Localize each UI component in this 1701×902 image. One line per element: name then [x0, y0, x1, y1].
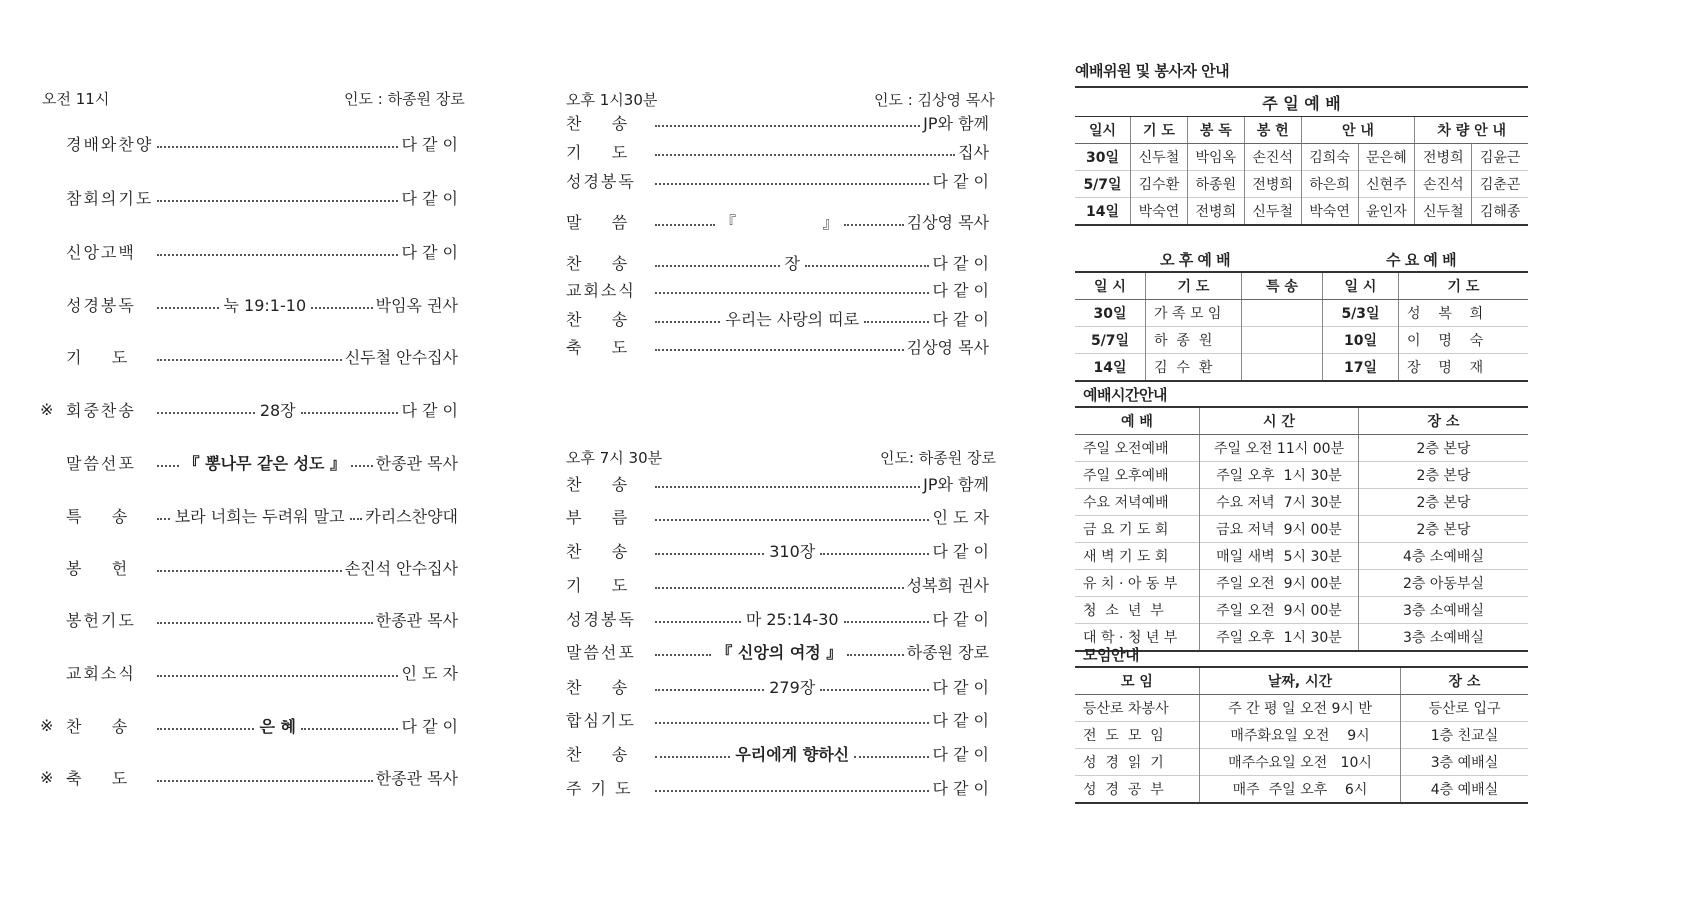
table-cell: 매일 새벽 5시 30분	[1200, 543, 1359, 570]
meetings-header-place: 장 소	[1401, 667, 1529, 695]
standing-mark: ※	[40, 400, 54, 419]
table-cell: 전병희	[1415, 144, 1472, 171]
leader-dots	[652, 122, 923, 124]
order-item-person: 다 같 이	[932, 542, 989, 561]
order-item	[566, 111, 989, 134]
table-cell: 주일 오후예배	[1075, 462, 1200, 489]
order-item-detail: 279장	[769, 678, 816, 697]
col-header-usher: 안 내	[1301, 117, 1415, 144]
evening-leader: 인도: 하종원 장로	[880, 449, 997, 467]
order-item-detail: 『 』	[720, 213, 839, 232]
order-item-label: 성경봉독	[566, 172, 636, 191]
schedule-header-service: 예 배	[1075, 407, 1200, 435]
table-cell: 주일 오전예배	[1075, 435, 1200, 462]
order-item-label: 기 도	[566, 143, 630, 162]
table-cell: 성 복 희	[1399, 300, 1529, 327]
leader-dots	[154, 356, 345, 358]
leader-dots	[652, 516, 932, 518]
schedule-title: 예배시간안내	[1083, 386, 1167, 404]
leader-dots	[154, 251, 401, 253]
order-item-detail: 보라 너희는 두려워 말고	[174, 507, 345, 526]
table-cell: 성 경 공 부	[1075, 776, 1200, 804]
table-cell: 박숙연	[1131, 198, 1188, 226]
order-item-label: 찬 송	[566, 542, 630, 561]
order-item-person: 다 같 이	[401, 189, 458, 208]
order-item	[566, 169, 989, 192]
pm-wed-servers-row	[1075, 354, 1528, 382]
order-item-label: 찬 송	[66, 717, 130, 736]
leader-dots	[652, 151, 958, 153]
order-item-label: 말씀선포	[66, 454, 136, 473]
table-cell	[1242, 327, 1323, 354]
order-item	[566, 251, 989, 274]
table-cell: 주일 오전 9시 00분	[1200, 597, 1359, 624]
schedule-row	[1075, 516, 1528, 543]
leader-dots	[154, 398, 401, 421]
afternoon-leader: 인도 : 김상영 목사	[874, 91, 995, 109]
order-item-person: 다 같 이	[932, 310, 989, 329]
order-item	[566, 307, 989, 330]
meetings-table	[1075, 666, 1528, 804]
table-cell: 3층 예배실	[1401, 749, 1529, 776]
table-cell: 청 소 년 부	[1075, 597, 1200, 624]
order-item-person: 김상영 목사	[906, 213, 989, 232]
order-item-label: 봉 헌	[66, 559, 130, 578]
order-item-label: 축 도	[66, 769, 130, 788]
order-item-label: 교회소식	[566, 281, 636, 300]
morning-leader: 인도 : 하종원 장로	[344, 90, 465, 108]
leader-dots	[154, 197, 401, 199]
order-item-detail: 우리에게 향하신	[735, 745, 850, 764]
leader-dots	[652, 483, 923, 485]
order-item-label: 합심기도	[566, 711, 636, 730]
table-cell: 수요 저녁 7시 30분	[1200, 489, 1359, 516]
schedule-row	[1075, 462, 1528, 489]
table-cell: 주일 오후 1시 30분	[1200, 462, 1359, 489]
order-item	[566, 708, 989, 731]
table-cell: 신두철	[1415, 198, 1472, 226]
order-item-person: JP와 함께	[923, 475, 989, 494]
order-item-label: 교회소식	[66, 664, 136, 683]
sunday-servers-row	[1075, 144, 1528, 171]
table-cell: 주일 오전 11시 00분	[1200, 435, 1359, 462]
table-cell: 2층 본당	[1359, 462, 1529, 489]
standing-mark: ※	[40, 716, 54, 735]
table-cell: 14일	[1075, 198, 1131, 226]
leader-dots	[652, 346, 907, 348]
order-item-person: 인 도 자	[932, 508, 989, 527]
order-item-label: 찬 송	[566, 310, 630, 329]
meetings-title: 모임안내	[1083, 646, 1139, 664]
table-cell: 손진석	[1415, 171, 1472, 198]
table-cell	[1242, 354, 1323, 382]
order-item-person: 다 같 이	[932, 610, 989, 629]
order-item	[40, 504, 458, 527]
order-item-person: 다 같 이	[932, 779, 989, 798]
order-item-detail: 『 뽕나무 같은 성도 』	[183, 454, 347, 473]
order-item-person: 다 같 이	[932, 678, 989, 697]
table-cell: 전병희	[1187, 198, 1244, 226]
order-item	[40, 451, 458, 474]
leader-dots	[652, 289, 932, 291]
order-item-label: 회중찬송	[66, 401, 136, 420]
order-item-person: 박임옥 권사	[375, 296, 458, 315]
order-item-label: 주 기 도	[566, 779, 633, 798]
leader-dots	[652, 307, 932, 330]
table-cell: 신두철	[1131, 144, 1188, 171]
order-item-label: 찬 송	[566, 254, 630, 273]
table-cell: 하은희	[1301, 171, 1358, 198]
table-cell: 손진석	[1244, 144, 1301, 171]
order-item	[566, 776, 989, 799]
table-cell: 30일	[1075, 300, 1146, 327]
table-cell: 4층 예배실	[1401, 776, 1529, 804]
order-item-person: 다 같 이	[401, 243, 458, 262]
order-item-person: 다 같 이	[932, 711, 989, 730]
servers-title: 예배위원 및 봉사자 안내	[1075, 62, 1230, 80]
sunday-servers-row	[1075, 198, 1528, 226]
order-item-label: 찬 송	[566, 475, 630, 494]
sunday-servers-table	[1075, 86, 1528, 226]
order-item-label: 축 도	[566, 338, 630, 357]
order-item	[566, 210, 989, 233]
order-item-label: 말씀선포	[566, 643, 636, 662]
order-item-label: 봉헌기도	[66, 611, 136, 630]
leader-dots	[154, 619, 376, 621]
schedule-table	[1075, 406, 1528, 652]
order-item-detail: 28장	[259, 401, 296, 420]
order-item-detail: 눅 19:1-10	[223, 296, 307, 315]
leader-dots	[154, 451, 376, 474]
table-cell: 전 도 모 임	[1075, 722, 1200, 749]
leader-dots	[652, 742, 932, 765]
table-cell: 가 족 모 임	[1146, 300, 1242, 327]
leader-dots	[652, 719, 932, 721]
order-item-person: 다 같 이	[401, 717, 458, 736]
order-item	[40, 714, 458, 737]
table-cell: 주 간 평 일 오전 9시 반	[1200, 695, 1401, 722]
order-item-label: 특 송	[66, 507, 130, 526]
meeting-row	[1075, 749, 1528, 776]
order-item-person: 한종관 목사	[375, 454, 458, 473]
table-cell: 4층 소예배실	[1359, 543, 1529, 570]
table-cell: 하종원	[1187, 171, 1244, 198]
col-header-vehicle: 차 량 안 내	[1415, 117, 1528, 144]
order-item	[566, 335, 989, 358]
schedule-header-time: 시 간	[1200, 407, 1359, 435]
wed-service-title: 수 요 예 배	[1386, 251, 1457, 269]
order-item-person: 신두철 안수집사	[344, 348, 458, 367]
order-item-person: 김상영 목사	[906, 338, 989, 357]
order-item-label: 기 도	[66, 348, 130, 367]
order-item-detail: 310장	[769, 542, 816, 561]
order-item-label: 찬 송	[566, 678, 630, 697]
table-cell: 금요 저녁 9시 00분	[1200, 516, 1359, 543]
table-cell: 금 요 기 도 회	[1075, 516, 1200, 543]
order-item-person: 카리스찬양대	[365, 507, 458, 526]
order-item-label: 찬 송	[566, 745, 630, 764]
leader-dots	[154, 714, 401, 737]
order-item-label: 경배와찬양	[66, 135, 154, 154]
order-item-label: 찬 송	[566, 114, 630, 133]
table-cell: 1층 친교실	[1401, 722, 1529, 749]
table-cell: 17일	[1323, 354, 1399, 382]
leader-dots	[652, 675, 932, 698]
col-header-prayer: 기 도	[1131, 117, 1188, 144]
order-item-person: 다 같 이	[401, 135, 458, 154]
table-cell: 등산로 입구	[1401, 695, 1529, 722]
table-cell: 전병희	[1244, 171, 1301, 198]
leader-dots	[652, 640, 907, 663]
order-item-label: 성경봉독	[566, 610, 636, 629]
order-item-detail: 장	[784, 254, 800, 273]
table-cell: 박임옥	[1187, 144, 1244, 171]
pm-wed-servers-row	[1075, 300, 1528, 327]
col-header-date: 일시	[1075, 117, 1131, 144]
sunday-service-title: 주 일 예 배	[1075, 87, 1528, 117]
order-item	[40, 186, 458, 209]
order-item	[40, 766, 458, 789]
order-item-person: 손진석 안수집사	[344, 559, 458, 578]
standing-mark: ※	[40, 768, 54, 787]
table-cell: 매주화요일 오전 9시	[1200, 722, 1401, 749]
table-cell: 매주 주일 오후 6시	[1200, 776, 1401, 804]
table-cell: 수요 저녁예배	[1075, 489, 1200, 516]
morning-time: 오전 11시	[42, 90, 110, 108]
table-cell: 등산로 차봉사	[1075, 695, 1200, 722]
schedule-row	[1075, 489, 1528, 516]
table-cell: 문은혜	[1358, 144, 1415, 171]
table-cell: 김해종	[1472, 198, 1528, 226]
schedule-row	[1075, 435, 1528, 462]
leader-dots	[154, 567, 345, 569]
leader-dots	[652, 251, 932, 274]
order-item-detail: 마 25:14-30	[745, 610, 839, 629]
table-cell: 새 벽 기 도 회	[1075, 543, 1200, 570]
order-item	[40, 293, 458, 316]
order-item-person: 다 같 이	[932, 745, 989, 764]
meetings-header-time: 날짜, 시간	[1200, 667, 1401, 695]
leader-dots	[652, 584, 907, 586]
col-header-offering: 봉 헌	[1244, 117, 1301, 144]
order-item	[40, 240, 458, 263]
order-item-label: 말 씀	[566, 213, 630, 232]
table-cell: 5/7일	[1075, 171, 1131, 198]
order-item	[566, 675, 989, 698]
order-item-person: 성복희 권사	[906, 576, 989, 595]
leader-dots	[652, 539, 932, 562]
order-item-label: 성경봉독	[66, 296, 136, 315]
schedule-row	[1075, 624, 1528, 652]
table-cell: 김 수 환	[1146, 354, 1242, 382]
order-item	[40, 661, 458, 684]
leader-dots	[154, 777, 376, 779]
table-cell: 이 명 숙	[1399, 327, 1529, 354]
table-cell: 김윤근	[1472, 144, 1528, 171]
order-item	[566, 742, 989, 765]
order-item-label: 참회의기도	[66, 189, 154, 208]
order-item	[566, 573, 989, 596]
order-item	[40, 398, 458, 421]
table-cell: 30일	[1075, 144, 1131, 171]
order-item-person: 인 도 자	[401, 664, 458, 683]
pm-wed-servers-row	[1075, 327, 1528, 354]
table-cell: 10일	[1323, 327, 1399, 354]
schedule-row	[1075, 570, 1528, 597]
table-cell: 유 치 · 아 동 부	[1075, 570, 1200, 597]
table-cell: 3층 소예배실	[1359, 624, 1529, 652]
table-cell: 2층 본당	[1359, 435, 1529, 462]
order-item-person: 다 같 이	[932, 254, 989, 273]
order-item-detail: 우리는 사랑의 띠로	[725, 310, 860, 329]
pm-header-special: 특 송	[1242, 272, 1323, 300]
table-cell: 주일 오전 9시 00분	[1200, 570, 1359, 597]
table-cell: 김춘곤	[1472, 171, 1528, 198]
pm-header-date: 일 시	[1075, 272, 1146, 300]
order-item	[566, 140, 989, 163]
table-cell: 김희숙	[1301, 144, 1358, 171]
meeting-row	[1075, 776, 1528, 804]
schedule-row	[1075, 597, 1528, 624]
order-item-person: 한종관 목사	[375, 769, 458, 788]
table-cell: 2층 본당	[1359, 516, 1529, 543]
leader-dots	[652, 787, 932, 789]
col-header-reading: 봉 독	[1187, 117, 1244, 144]
order-item-person: 다 같 이	[932, 281, 989, 300]
order-item	[566, 505, 989, 528]
order-item-person: 하종원 장로	[906, 643, 989, 662]
afternoon-time: 오후 1시30분	[566, 91, 658, 109]
order-item	[566, 472, 989, 495]
order-item-label: 부 름	[566, 508, 630, 527]
order-item	[566, 640, 989, 663]
table-cell: 신현주	[1358, 171, 1415, 198]
table-cell: 김수환	[1131, 171, 1188, 198]
order-item-person: 다 같 이	[401, 401, 458, 420]
order-item	[40, 608, 458, 631]
schedule-row	[1075, 543, 1528, 570]
leader-dots	[154, 293, 376, 316]
table-cell: 하 종 원	[1146, 327, 1242, 354]
pm-header-prayer: 기 도	[1146, 272, 1242, 300]
order-item	[40, 556, 458, 579]
leader-dots	[154, 143, 401, 145]
order-item-label: 기 도	[566, 576, 630, 595]
schedule-header-place: 장 소	[1359, 407, 1529, 435]
table-cell: 3층 소예배실	[1359, 597, 1529, 624]
table-cell: 14일	[1075, 354, 1146, 382]
table-cell: 장 명 재	[1399, 354, 1529, 382]
pm-wed-servers-table	[1075, 271, 1528, 382]
order-item	[566, 278, 989, 301]
table-cell: 매주수요일 오전 10시	[1200, 749, 1401, 776]
table-cell: 5/3일	[1323, 300, 1399, 327]
evening-time: 오후 7시 30분	[566, 449, 663, 467]
order-item-detail: 『 신앙의 여정 』	[716, 643, 843, 662]
order-item-person: 한종관 목사	[375, 611, 458, 630]
sunday-servers-row	[1075, 171, 1528, 198]
order-item-person: 다 같 이	[932, 172, 989, 191]
table-cell: 2층 아동부실	[1359, 570, 1529, 597]
meeting-row	[1075, 695, 1528, 722]
table-cell: 주일 오후 1시 30분	[1200, 624, 1359, 652]
leader-dots	[652, 210, 907, 233]
leader-dots	[652, 607, 932, 630]
leader-dots	[154, 672, 401, 674]
table-cell: 2층 본당	[1359, 489, 1529, 516]
order-item	[566, 607, 989, 630]
order-item-person: JP와 함께	[923, 114, 989, 133]
table-cell: 윤인자	[1358, 198, 1415, 226]
order-item	[40, 345, 458, 368]
table-cell: 성 경 읽 기	[1075, 749, 1200, 776]
meetings-header-name: 모 임	[1075, 667, 1200, 695]
meeting-row	[1075, 722, 1528, 749]
table-cell	[1242, 300, 1323, 327]
order-item-detail: 은 혜	[259, 717, 296, 736]
order-item-person: 집사	[958, 143, 989, 162]
table-cell: 5/7일	[1075, 327, 1146, 354]
order-item	[40, 132, 458, 155]
table-cell: 대 학 · 청 년 부	[1075, 624, 1200, 652]
wed-header-prayer: 기 도	[1399, 272, 1529, 300]
leader-dots	[652, 180, 932, 182]
order-item	[566, 539, 989, 562]
table-cell: 박숙연	[1301, 198, 1358, 226]
leader-dots	[154, 504, 365, 527]
wed-header-date: 일 시	[1323, 272, 1399, 300]
pm-service-title: 오 후 예 배	[1160, 251, 1231, 269]
table-cell: 신두철	[1244, 198, 1301, 226]
order-item-label: 신앙고백	[66, 243, 136, 262]
